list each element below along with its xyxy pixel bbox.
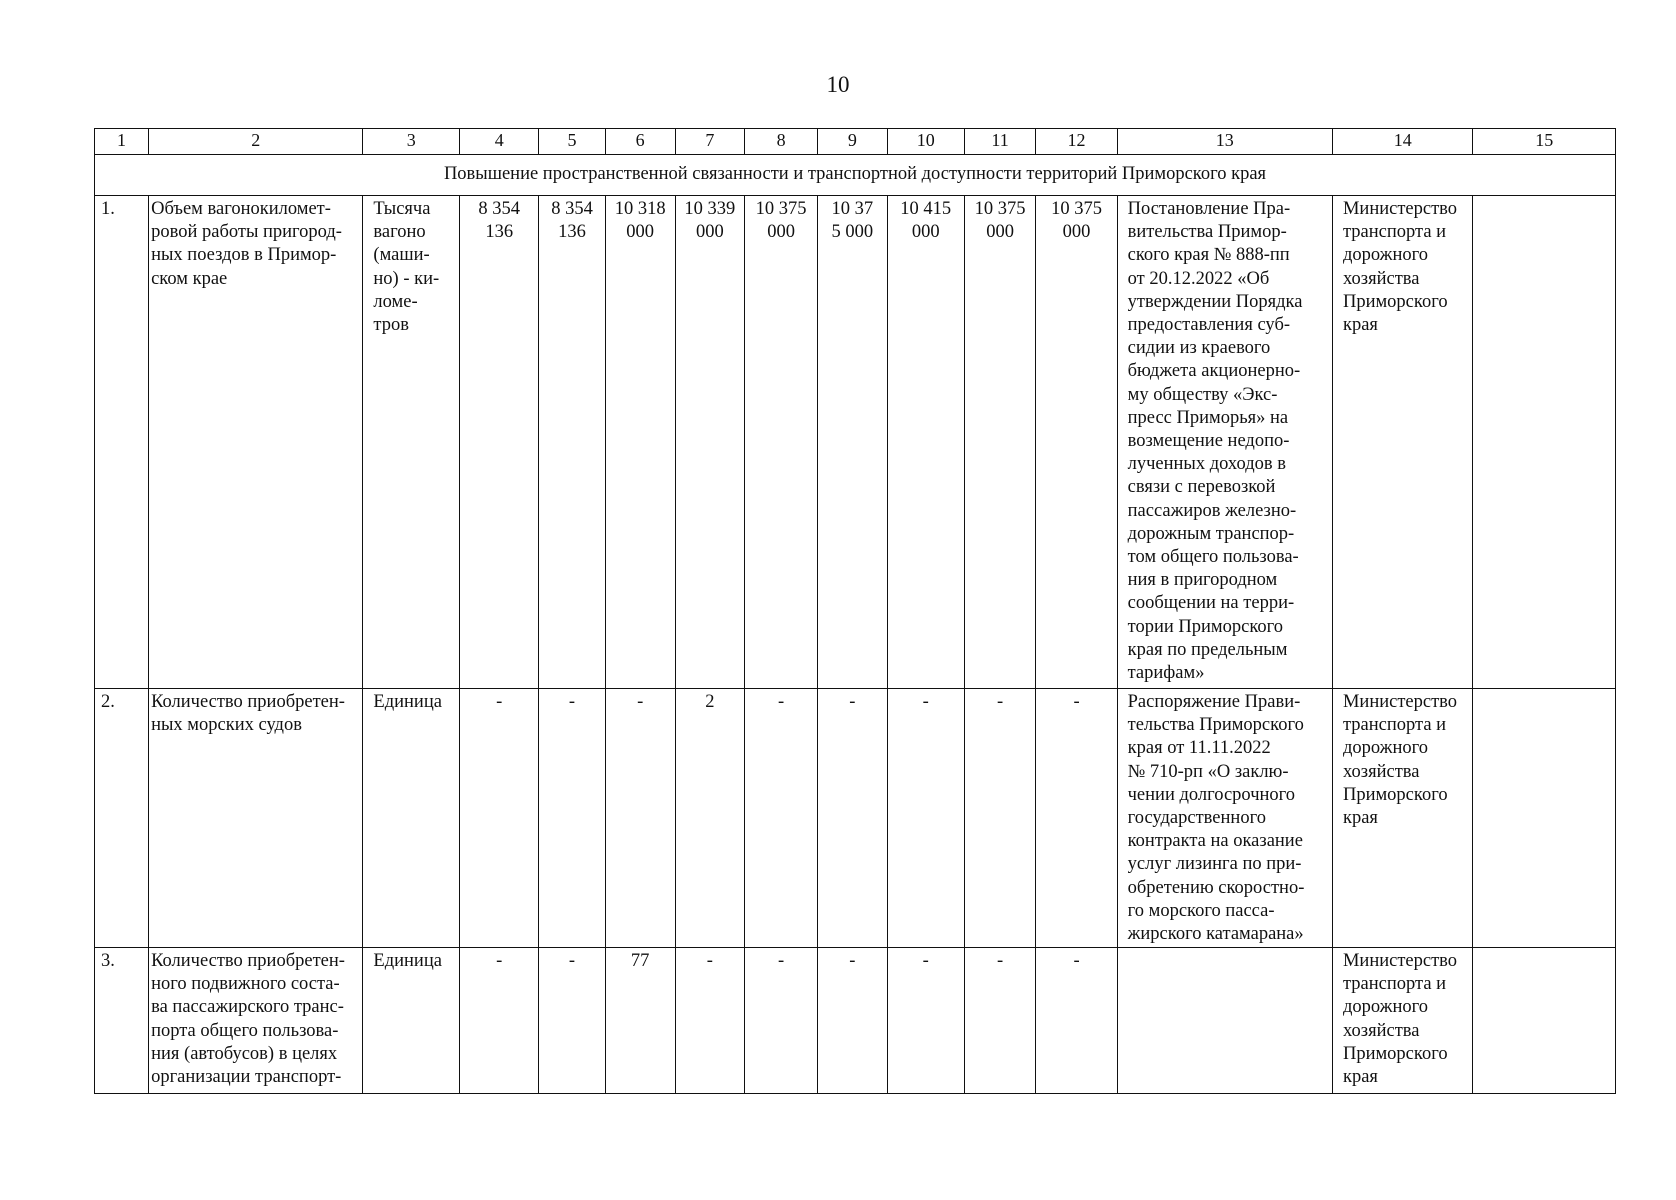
value-col-6: - [605, 689, 675, 948]
column-header-5: 5 [539, 129, 606, 155]
value-col-8: - [745, 689, 818, 948]
row-number: 3. [95, 948, 149, 1094]
value-col-7: 2 [675, 689, 745, 948]
responsible-authority: Министерство транспорта и дорожного хозяйства Приморского края [1332, 689, 1472, 948]
section-row [95, 155, 1616, 196]
value-col-4: - [460, 948, 539, 1094]
value-col-5: 8 354 136 [539, 196, 606, 689]
col-15-cell [1473, 948, 1616, 1094]
value-col-11: - [964, 689, 1036, 948]
column-header-8: 8 [745, 129, 818, 155]
value-col-10: - [887, 948, 964, 1094]
column-header-2: 2 [149, 129, 363, 155]
indicators-table [94, 128, 1616, 1094]
unit-of-measure: Единица [363, 948, 460, 1094]
column-header-14: 14 [1332, 129, 1472, 155]
value-col-5: - [539, 948, 606, 1094]
value-col-4: - [460, 689, 539, 948]
section-title: Повышение пространственной связанности и транспортной доступности территорий Приморского края [95, 155, 1616, 196]
table-row [95, 689, 1616, 948]
value-col-9: - [818, 948, 888, 1094]
legal-document [1117, 948, 1332, 1094]
value-col-9: 10 37 5 000 [818, 196, 888, 689]
value-col-10: - [887, 689, 964, 948]
table-row [95, 948, 1616, 1094]
row-number: 1. [95, 196, 149, 689]
value-col-8: - [745, 948, 818, 1094]
column-header-13: 13 [1117, 129, 1332, 155]
value-col-11: - [964, 948, 1036, 1094]
column-number-header-row [95, 129, 1616, 155]
row-number: 2. [95, 689, 149, 948]
legal-document: Распоряжение Прави- тельства Приморского края от 11.11.2022 № 710-рп «О заклю- чении долгосрочного государственного контракта на оказание услуг лизинга по при- обретению скоростно- го морского пасса- жирского катамарана» [1117, 689, 1332, 948]
value-col-5: - [539, 689, 606, 948]
value-col-8: 10 375 000 [745, 196, 818, 689]
column-header-4: 4 [460, 129, 539, 155]
value-col-6: 77 [605, 948, 675, 1094]
column-header-10: 10 [887, 129, 964, 155]
value-col-9: - [818, 689, 888, 948]
value-col-12: - [1036, 689, 1117, 948]
responsible-authority: Министерство транспорта и дорожного хозяйства Приморского края [1332, 948, 1472, 1094]
value-col-7: - [675, 948, 745, 1094]
column-header-1: 1 [95, 129, 149, 155]
value-col-12: 10 375 000 [1036, 196, 1117, 689]
indicator-name: Количество приобретен- ных морских судов [149, 689, 363, 948]
value-col-12: - [1036, 948, 1117, 1094]
column-header-7: 7 [675, 129, 745, 155]
page-number: 10 [826, 72, 850, 97]
value-col-4: 8 354 136 [460, 196, 539, 689]
value-col-11: 10 375 000 [964, 196, 1036, 689]
indicator-name: Количество приобретен- ного подвижного соста- ва пассажирского транс- порта общего пользова- ния (автобусов) в целях организации транспорт- [149, 948, 363, 1094]
column-header-11: 11 [964, 129, 1036, 155]
indicator-name: Объем вагонокиломет- ровой работы пригород- ных поездов в Примор- ском крае [149, 196, 363, 689]
value-col-10: 10 415 000 [887, 196, 964, 689]
unit-of-measure: Единица [363, 689, 460, 948]
unit-of-measure: Тысяча вагоно (маши- но) - ки- ломе- тров [363, 196, 460, 689]
legal-document: Постановление Пра- вительства Примор- ского края № 888-пп от 20.12.2022 «Об утверждении Порядка предоставления суб- сидии из краевого бюджета акционерно- му обществу «Экс- пресс Приморья» на возмещение недопо- лученных доходов в связи с перевозкой пассажиров железно- дорожным транспор- том общего пользова- ния в пригородном сообщении на терри- тории Приморского края по предельным тарифам» [1117, 196, 1332, 689]
col-15-cell [1473, 689, 1616, 948]
col-15-cell [1473, 196, 1616, 689]
responsible-authority: Министерство транспорта и дорожного хозяйства Приморского края [1332, 196, 1472, 689]
column-header-3: 3 [363, 129, 460, 155]
column-header-6: 6 [605, 129, 675, 155]
value-col-7: 10 339 000 [675, 196, 745, 689]
column-header-12: 12 [1036, 129, 1117, 155]
table-row [95, 196, 1616, 689]
column-header-15: 15 [1473, 129, 1616, 155]
value-col-6: 10 318 000 [605, 196, 675, 689]
column-header-9: 9 [818, 129, 888, 155]
